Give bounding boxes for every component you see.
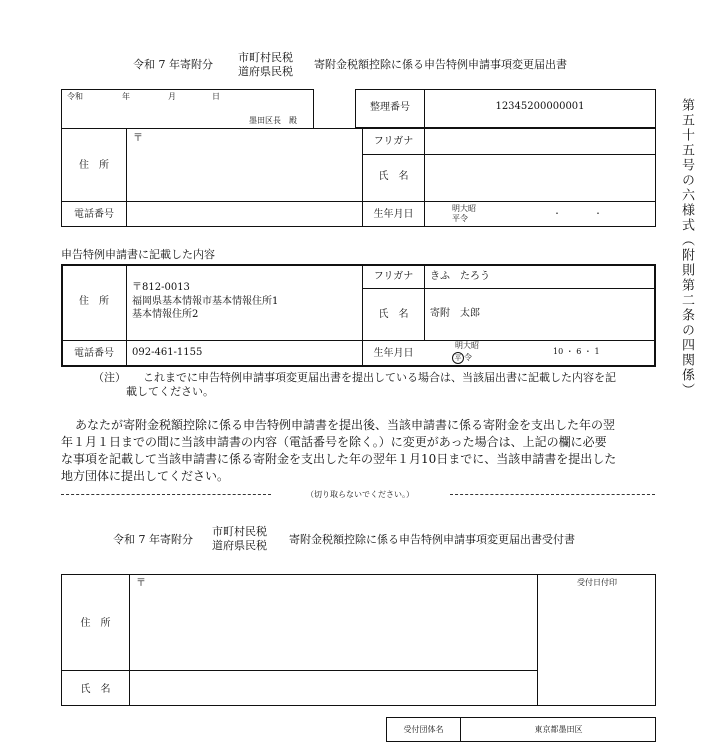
recorded-furigana-label: フリガナ — [373, 271, 414, 282]
cut-line-right — [450, 494, 655, 495]
selected-era-circle: 平 — [452, 352, 464, 364]
tax-type-municipal: 市町村民税 — [238, 51, 293, 64]
applicant-furigana-label: フリガナ — [373, 136, 414, 147]
applicant-era-line2: 平令 — [452, 214, 468, 223]
recorded-postal: 〒812-0013 — [132, 282, 190, 293]
body-line3: な事項を記載して当該申請書に係る寄附金を支出した年の翌年１月10日までに、当該申請書を提出した — [61, 452, 617, 466]
year-label: 令和 7 年寄附分 — [133, 58, 213, 71]
applicant-birth-label: 生年月日 — [373, 209, 414, 220]
recorded-phone: 092-461-1155 — [132, 347, 203, 358]
recorded-name-label: 氏 名 — [378, 309, 409, 320]
receipt-address-label: 住 所 — [80, 618, 111, 629]
body-line1: あなたが寄附金税額控除に係る申告特例申請書を提出後、当該申請書に係る寄附金を支出した年の翌 — [75, 418, 616, 432]
recorded-name: 寄附 太郎 — [430, 308, 480, 319]
applicant-table — [61, 128, 656, 227]
date-day: 日 — [212, 92, 220, 101]
note-text-line1: これまでに申告特例申請事項変更届出書を提出している場合は、当該届出書に記載した内容を記 — [143, 371, 616, 384]
body-line4: 地方団体に提出してください。 — [61, 469, 230, 483]
cut-line-text: （切り取らないでください。） — [306, 490, 414, 499]
recorded-address-label: 住 所 — [79, 296, 109, 307]
tax-type-prefectural: 道府県民税 — [238, 65, 293, 78]
receipt-table — [61, 574, 656, 706]
receipt-year-label: 令和 7 年寄附分 — [113, 533, 193, 546]
recorded-phone-label: 電話番号 — [74, 348, 114, 359]
recorded-address-line1: 福岡県基本情報市基本情報住所1 — [132, 296, 279, 307]
receiving-org-value: 東京都墨田区 — [534, 725, 583, 734]
date-year: 年 — [122, 92, 130, 101]
receipt-postal-mark: 〒 — [136, 578, 146, 589]
date-month: 月 — [168, 92, 176, 101]
recorded-birth-label: 生年月日 — [373, 348, 414, 359]
recorded-era-line2: 平 令 — [452, 352, 472, 364]
applicant-birth-dot2: ・ — [594, 209, 602, 218]
note-label: （注） — [93, 371, 126, 384]
date-reiwa: 令和 — [67, 92, 83, 101]
applicant-era-line1: 明大昭 — [452, 204, 476, 213]
recorded-birth-date: 10 ・ 6 ・ 1 — [553, 347, 600, 356]
recorded-address-line2: 基本情報住所2 — [132, 309, 199, 320]
applicant-address-label: 住 所 — [79, 160, 109, 171]
applicant-postal-mark: 〒 — [133, 133, 143, 144]
receipt-tax-prefectural: 道府県民税 — [212, 539, 267, 552]
note-text-line2: 載してください。 — [126, 385, 214, 398]
form-title: 寄附金税額控除に係る申告特例申請事項変更届出書 — [314, 58, 567, 71]
receiving-org-label: 受付団体名 — [403, 725, 444, 734]
recorded-era-line1: 明大昭 — [455, 341, 479, 350]
recorded-furigana: きふ たろう — [430, 271, 490, 282]
receipt-stamp-label: 受付日付印 — [577, 578, 617, 587]
receipt-tax-municipal: 市町村民税 — [212, 525, 267, 538]
body-line2: 年１月１日までの間に当該申請書の内容（電話番号を除く。）に変更があった場合は、上記の欄に必要 — [61, 435, 607, 449]
applicant-name-label: 氏 名 — [378, 171, 409, 182]
receipt-name-label: 氏 名 — [80, 684, 111, 695]
cut-line-left — [61, 494, 271, 495]
applicant-birth-dot1: ・ — [553, 209, 561, 218]
section-title: 申告特例申請書に記載した内容 — [61, 248, 215, 261]
reference-number-label: 整理番号 — [370, 102, 410, 113]
form-number-vertical: 第五十五号の六様式（附則第二条の四関係） — [678, 98, 694, 398]
applicant-phone-label: 電話番号 — [74, 209, 114, 220]
receipt-title: 寄附金税額控除に係る申告特例申請事項変更届出書受付書 — [289, 533, 575, 546]
addressee: 墨田区長 殿 — [249, 116, 297, 125]
reference-number-value: 12345200000001 — [495, 101, 585, 112]
